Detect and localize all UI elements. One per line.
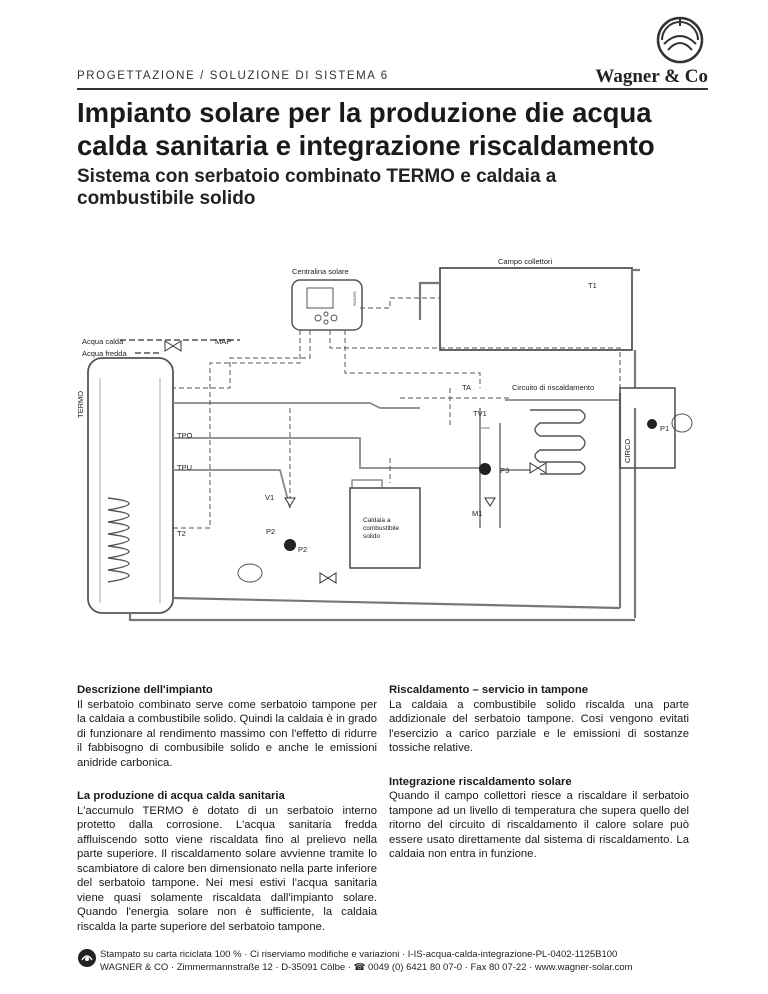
footer-line-1: Stampato su carta riciclata 100 % · Ci riserviamo modifiche e variazioni · I-IS-acqua-calda-integrazione-PL-0402-1125B100 [100,949,618,960]
expansion-vessel-icon [238,564,262,582]
label-termo: TERMO [76,390,85,418]
label-tpo: TPO [177,431,193,440]
header-rule [77,88,708,90]
label-p1: P1 [660,424,670,433]
section-title-solar-integration: Integrazione riscaldamento solare [389,775,572,788]
label-ta: TA [462,383,472,392]
section-body-solar-integration: Quando il campo collettori riesce a riscaldare il serbatoio tampone ad un livello di temperatura che supera quello del ritorno del circuito di riscaldamento il calore solare può essere usato direttamente dal sistema di riscaldamento. La caldaia non entra in funzione. [389,790,689,860]
section-title-description: Descrizione dell'impianto [77,684,213,696]
label-t2: T2 [177,529,186,538]
section-title-hot-water: La produzione di acqua calda sanitaria [77,790,285,802]
label-v1: V1 [265,493,275,502]
section-label: PROGETTAZIONE / SOLUZIONE DI SISTEMA 6 [77,70,389,82]
pump-icon [479,463,491,475]
label-t1: T1 [588,281,597,290]
page-title: Impianto solare per la produzione die acqua calda sanitaria e integrazione riscaldamento [77,97,655,161]
eco-label-icon [77,948,97,968]
system-diagram [60,248,720,628]
label-controller: Centralina solare [292,267,349,276]
brand-name: Wagner & Co [595,66,708,87]
label-boiler-2: combustibile [363,525,400,532]
footer [100,948,633,974]
label-tpu: TPU [177,463,192,472]
left-column [77,683,377,953]
label-cold-water: Acqua fredda [82,349,127,358]
label-collector-field: Campo collettori [498,257,553,266]
section-body-hot-water: L'accumulo TERMO è dotato di un serbatoio interno protetto dalla corrosione. L'acqua sanitaria fredda affluiscendo sotto viene riscaldata fino al prelievo nella parte superiore. Il riscaldamento solare avvienne tramite lo scambiatore di calore ben dimensionato nella parte inferiore del serbatoio tampone. Nei mesi estivi l'acqua sanitaria viene quasi solamente riscaldata dall'impianto solare. Quando l'energia solare non è sufficiente, la caldaia riscalda la parte superiore del serbatoio tampone. [77,804,377,933]
footer-line-2: WAGNER & CO · Zimmermannstraße 12 · D-35091 Cölbe · ☎ 0049 (0) 6421 80 07-0 · Fax 80 07-22 · www.wagner-solar.com [100,962,633,973]
radiator-coil-icon [530,410,585,474]
label-hot-water: Acqua calda [82,337,124,346]
right-column [389,683,689,881]
page-subtitle: Sistema con serbatoio combinato TERMO e caldaia a combustibile solido [77,166,557,209]
label-heating-circuit: Circuito di riscaldamento [512,383,595,392]
section-title-buffer: Riscaldamento – servicio in tampone [389,684,589,696]
label-tv1: TV1 [473,409,487,418]
label-p2-a: P2 [266,527,276,536]
label-circo: CIRCO [623,438,632,463]
label-boiler-3: solido [363,533,380,540]
valve-icon [320,573,336,583]
label-controller-brand: SUNGO [352,291,357,306]
label-m1: M1 [472,509,483,518]
section-body-buffer: La caldaia a combustibile solido riscalda una parte addizionale del serbatoio tampone. Cosi vengono evitati l'esercizio a carico parziale e le emissioni di sostanze tossiche relative. [389,698,689,754]
logo-sun-icon [652,14,708,66]
label-boiler-1: Caldaia a [363,517,391,524]
label-p2-b: P2 [298,545,308,554]
section-body-description: Il serbatoio combinato serve come serbatoio tampone per la caldaia a combustibile solido. Quindi la caldaia è in grado di funzionare al rendimento massimo con l'effetto di ridurre il fabbisogno di combusibile solido e anche le emissioni anidride carbonica. [77,698,377,769]
label-p3: P3 [500,466,510,475]
collector-field [440,268,632,350]
label-map: MAP [215,337,232,346]
